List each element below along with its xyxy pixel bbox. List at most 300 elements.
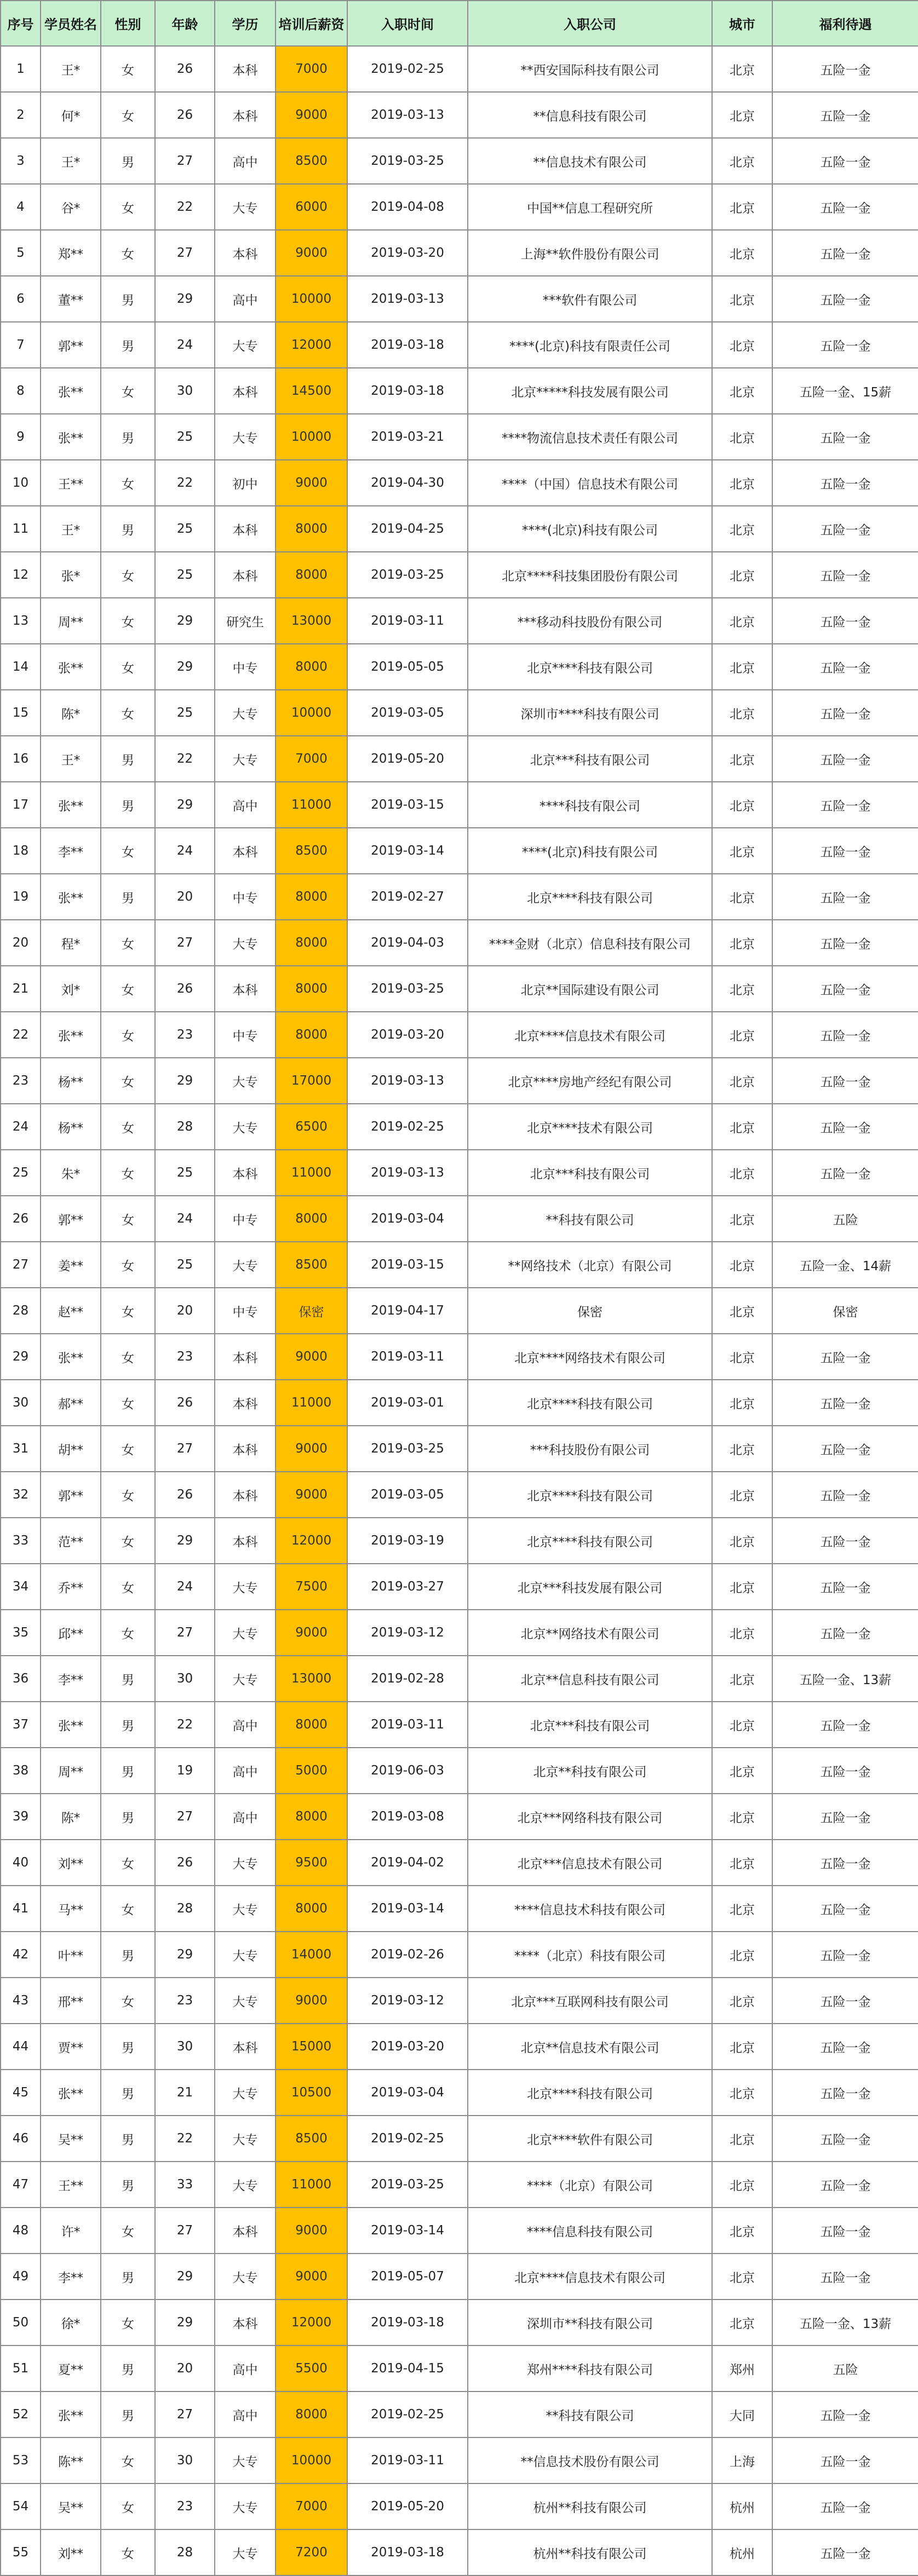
cell-age: 20 <box>155 2346 215 2391</box>
cell-age: 29 <box>155 598 215 644</box>
cell-name: 王** <box>41 2162 101 2208</box>
cell-index: 24 <box>1 1104 41 1150</box>
cell-education: 大专 <box>215 690 276 736</box>
cell-start-date: 2019-03-13 <box>347 276 468 322</box>
cell-education: 本科 <box>215 46 276 92</box>
cell-index: 31 <box>1 1426 41 1472</box>
cell-company: 北京****科技集团股份有限公司 <box>468 552 712 598</box>
cell-education: 本科 <box>215 506 276 552</box>
cell-age: 30 <box>155 2024 215 2070</box>
table-row <box>1 1058 918 1104</box>
cell-gender: 男 <box>101 322 155 368</box>
cell-start-date: 2019-03-25 <box>347 1426 468 1472</box>
cell-age: 23 <box>155 1978 215 2024</box>
cell-name: 王** <box>41 460 101 506</box>
cell-index: 4 <box>1 184 41 230</box>
cell-start-date: 2019-04-02 <box>347 1840 468 1886</box>
cell-education: 大专 <box>215 736 276 782</box>
cell-company: 杭州**科技有限公司 <box>468 2483 712 2529</box>
cell-salary: 9000 <box>276 1978 347 2024</box>
cell-name: 李** <box>41 2254 101 2300</box>
cell-index: 36 <box>1 1656 41 1702</box>
cell-age: 22 <box>155 1702 215 1748</box>
cell-name: 吴** <box>41 2483 101 2529</box>
cell-age: 29 <box>155 1058 215 1104</box>
cell-city: 北京 <box>712 1656 772 1702</box>
cell-benefits: 五险一金 <box>772 276 918 322</box>
cell-age: 19 <box>155 1748 215 1794</box>
cell-gender: 女 <box>101 690 155 736</box>
cell-index: 7 <box>1 322 41 368</box>
cell-city: 北京 <box>712 46 772 92</box>
cell-name: 邱** <box>41 1610 101 1656</box>
cell-education: 大专 <box>215 1978 276 2024</box>
cell-salary: 10000 <box>276 2437 347 2483</box>
table-row <box>1 414 918 460</box>
cell-age: 25 <box>155 414 215 460</box>
cell-gender: 男 <box>101 736 155 782</box>
table-row <box>1 736 918 782</box>
cell-education: 大专 <box>215 1104 276 1150</box>
cell-salary: 9000 <box>276 1472 347 1518</box>
cell-age: 29 <box>155 1932 215 1978</box>
cell-start-date: 2019-03-01 <box>347 1380 468 1426</box>
cell-index: 14 <box>1 644 41 690</box>
cell-gender: 女 <box>101 1288 155 1334</box>
cell-education: 本科 <box>215 966 276 1012</box>
cell-education: 大专 <box>215 2116 276 2162</box>
cell-start-date: 2019-03-04 <box>347 1196 468 1242</box>
cell-benefits: 保密 <box>772 1288 918 1334</box>
cell-index: 52 <box>1 2391 41 2437</box>
cell-benefits: 五险一金 <box>772 1058 918 1104</box>
table-row <box>1 2300 918 2346</box>
cell-company: 北京**信息科技有限公司 <box>468 1656 712 1702</box>
cell-name: 郭** <box>41 322 101 368</box>
cell-name: 胡** <box>41 1426 101 1472</box>
cell-education: 本科 <box>215 1380 276 1426</box>
cell-education: 高中 <box>215 138 276 184</box>
cell-start-date: 2019-03-21 <box>347 414 468 460</box>
cell-salary: 8000 <box>276 506 347 552</box>
cell-age: 25 <box>155 690 215 736</box>
cell-salary: 8000 <box>276 644 347 690</box>
cell-salary: 11000 <box>276 1380 347 1426</box>
cell-benefits: 五险一金 <box>772 644 918 690</box>
cell-gender: 女 <box>101 460 155 506</box>
cell-index: 55 <box>1 2529 41 2575</box>
cell-index: 30 <box>1 1380 41 1426</box>
cell-salary: 7200 <box>276 2529 347 2575</box>
cell-company: 北京****技术有限公司 <box>468 1104 712 1150</box>
cell-start-date: 2019-03-19 <box>347 1518 468 1564</box>
cell-benefits: 五险一金 <box>772 874 918 920</box>
cell-index: 46 <box>1 2116 41 2162</box>
table-row <box>1 2346 918 2391</box>
cell-name: 王* <box>41 138 101 184</box>
cell-start-date: 2019-03-25 <box>347 966 468 1012</box>
cell-city: 北京 <box>712 1242 772 1288</box>
cell-name: 王* <box>41 46 101 92</box>
cell-gender: 男 <box>101 2024 155 2070</box>
cell-gender: 女 <box>101 1426 155 1472</box>
cell-company: 北京**国际建设有限公司 <box>468 966 712 1012</box>
cell-company: ****金财（北京）信息科技有限公司 <box>468 920 712 966</box>
cell-gender: 女 <box>101 1242 155 1288</box>
cell-education: 本科 <box>215 2300 276 2346</box>
cell-benefits: 五险一金 <box>772 598 918 644</box>
cell-benefits: 五险一金 <box>772 46 918 92</box>
cell-city: 北京 <box>712 690 772 736</box>
cell-name: 周** <box>41 598 101 644</box>
cell-benefits: 五险一金 <box>772 1932 918 1978</box>
cell-education: 大专 <box>215 2437 276 2483</box>
cell-name: 张** <box>41 368 101 414</box>
cell-salary: 8000 <box>276 1794 347 1840</box>
cell-index: 29 <box>1 1334 41 1380</box>
cell-city: 北京 <box>712 92 772 138</box>
cell-benefits: 五险一金、15薪 <box>772 368 918 414</box>
cell-start-date: 2019-05-20 <box>347 2483 468 2529</box>
cell-company: 北京*****科技发展有限公司 <box>468 368 712 414</box>
cell-salary: 7500 <box>276 1564 347 1610</box>
cell-gender: 女 <box>101 1150 155 1196</box>
cell-education: 大专 <box>215 2254 276 2300</box>
table-row <box>1 1150 918 1196</box>
col-header-company: 入职公司 <box>468 1 712 46</box>
cell-name: 赵** <box>41 1288 101 1334</box>
cell-age: 29 <box>155 1518 215 1564</box>
cell-gender: 女 <box>101 2529 155 2575</box>
cell-benefits: 五险一金 <box>772 1886 918 1932</box>
cell-gender: 男 <box>101 276 155 322</box>
cell-company: 北京****房地产经纪有限公司 <box>468 1058 712 1104</box>
cell-age: 25 <box>155 1242 215 1288</box>
cell-salary: 6500 <box>276 1104 347 1150</box>
cell-salary: 5000 <box>276 1748 347 1794</box>
cell-city: 北京 <box>712 276 772 322</box>
col-header-education: 学历 <box>215 1 276 46</box>
cell-city: 杭州 <box>712 2483 772 2529</box>
cell-company: 上海**软件股份有限公司 <box>468 230 712 276</box>
cell-index: 25 <box>1 1150 41 1196</box>
cell-index: 22 <box>1 1012 41 1058</box>
cell-salary: 12000 <box>276 2300 347 2346</box>
cell-start-date: 2019-03-12 <box>347 1978 468 2024</box>
cell-education: 本科 <box>215 230 276 276</box>
cell-education: 大专 <box>215 1058 276 1104</box>
cell-name: 谷* <box>41 184 101 230</box>
cell-age: 20 <box>155 874 215 920</box>
cell-index: 32 <box>1 1472 41 1518</box>
cell-company: ****(北京)科技有限公司 <box>468 828 712 874</box>
cell-city: 北京 <box>712 1196 772 1242</box>
cell-education: 高中 <box>215 276 276 322</box>
cell-city: 北京 <box>712 1334 772 1380</box>
cell-index: 33 <box>1 1518 41 1564</box>
cell-salary: 8000 <box>276 966 347 1012</box>
table-row <box>1 2024 918 2070</box>
cell-index: 27 <box>1 1242 41 1288</box>
table-row <box>1 506 918 552</box>
cell-index: 11 <box>1 506 41 552</box>
table-row <box>1 1380 918 1426</box>
table-row <box>1 1932 918 1978</box>
table-row <box>1 2254 918 2300</box>
cell-benefits: 五险一金、13薪 <box>772 1656 918 1702</box>
cell-salary: 7000 <box>276 2483 347 2529</box>
cell-company: 北京***科技有限公司 <box>468 1150 712 1196</box>
cell-age: 25 <box>155 552 215 598</box>
cell-salary: 10000 <box>276 414 347 460</box>
cell-company: ***科技股份有限公司 <box>468 1426 712 1472</box>
cell-age: 25 <box>155 506 215 552</box>
cell-salary: 14500 <box>276 368 347 414</box>
cell-name: 徐* <box>41 2300 101 2346</box>
cell-benefits: 五险一金 <box>772 2483 918 2529</box>
cell-index: 34 <box>1 1564 41 1610</box>
cell-gender: 男 <box>101 1794 155 1840</box>
cell-city: 北京 <box>712 506 772 552</box>
cell-name: 周** <box>41 1748 101 1794</box>
cell-name: 乔** <box>41 1564 101 1610</box>
cell-benefits: 五险一金 <box>772 552 918 598</box>
cell-name: 张** <box>41 414 101 460</box>
cell-name: 刘* <box>41 966 101 1012</box>
cell-gender: 男 <box>101 506 155 552</box>
cell-gender: 女 <box>101 644 155 690</box>
cell-index: 42 <box>1 1932 41 1978</box>
table-row <box>1 690 918 736</box>
col-header-city: 城市 <box>712 1 772 46</box>
cell-city: 北京 <box>712 2070 772 2116</box>
cell-benefits: 五险一金 <box>772 322 918 368</box>
table-row <box>1 1426 918 1472</box>
cell-education: 研究生 <box>215 598 276 644</box>
cell-index: 41 <box>1 1886 41 1932</box>
cell-education: 本科 <box>215 92 276 138</box>
cell-age: 29 <box>155 782 215 828</box>
cell-education: 大专 <box>215 1656 276 1702</box>
cell-city: 北京 <box>712 644 772 690</box>
cell-gender: 女 <box>101 368 155 414</box>
table-row <box>1 1288 918 1334</box>
cell-company: **西安国际科技有限公司 <box>468 46 712 92</box>
cell-company: 深圳市****科技有限公司 <box>468 690 712 736</box>
cell-start-date: 2019-03-13 <box>347 1150 468 1196</box>
cell-index: 40 <box>1 1840 41 1886</box>
cell-city: 北京 <box>712 874 772 920</box>
cell-gender: 女 <box>101 1196 155 1242</box>
cell-city: 北京 <box>712 2116 772 2162</box>
cell-city: 北京 <box>712 1472 772 1518</box>
cell-benefits: 五险一金 <box>772 920 918 966</box>
cell-company: 郑州****科技有限公司 <box>468 2346 712 2391</box>
cell-index: 43 <box>1 1978 41 2024</box>
cell-index: 48 <box>1 2208 41 2254</box>
cell-education: 大专 <box>215 2483 276 2529</box>
cell-company: 北京****科技有限公司 <box>468 1472 712 1518</box>
table-row <box>1 92 918 138</box>
cell-index: 6 <box>1 276 41 322</box>
table-row <box>1 2116 918 2162</box>
cell-gender: 女 <box>101 1058 155 1104</box>
cell-company: 北京***科技发展有限公司 <box>468 1564 712 1610</box>
cell-age: 27 <box>155 2391 215 2437</box>
cell-start-date: 2019-03-20 <box>347 1012 468 1058</box>
table-row <box>1 2162 918 2208</box>
table-row <box>1 920 918 966</box>
cell-city: 大同 <box>712 2391 772 2437</box>
cell-index: 10 <box>1 460 41 506</box>
cell-benefits: 五险一金 <box>772 782 918 828</box>
cell-start-date: 2019-03-25 <box>347 138 468 184</box>
cell-gender: 女 <box>101 920 155 966</box>
cell-name: 王* <box>41 736 101 782</box>
cell-company: ****信息科技有限公司 <box>468 2208 712 2254</box>
table-row <box>1 1104 918 1150</box>
cell-benefits: 五险一金 <box>772 2529 918 2575</box>
cell-education: 大专 <box>215 414 276 460</box>
cell-company: **信息科技有限公司 <box>468 92 712 138</box>
cell-age: 27 <box>155 138 215 184</box>
cell-gender: 男 <box>101 2162 155 2208</box>
cell-gender: 女 <box>101 1564 155 1610</box>
cell-age: 28 <box>155 1104 215 1150</box>
cell-index: 45 <box>1 2070 41 2116</box>
cell-gender: 女 <box>101 1840 155 1886</box>
cell-index: 49 <box>1 2254 41 2300</box>
cell-age: 22 <box>155 2116 215 2162</box>
cell-age: 27 <box>155 1610 215 1656</box>
cell-index: 2 <box>1 92 41 138</box>
cell-salary: 9000 <box>276 1334 347 1380</box>
table-row <box>1 368 918 414</box>
cell-benefits: 五险一金 <box>772 2391 918 2437</box>
cell-city: 北京 <box>712 322 772 368</box>
cell-salary: 8000 <box>276 1886 347 1932</box>
table-row <box>1 138 918 184</box>
cell-company: 北京***科技有限公司 <box>468 736 712 782</box>
cell-benefits: 五险一金 <box>772 1564 918 1610</box>
cell-company: ***移动科技股份有限公司 <box>468 598 712 644</box>
cell-benefits: 五险一金 <box>772 2208 918 2254</box>
cell-education: 大专 <box>215 2162 276 2208</box>
cell-city: 北京 <box>712 138 772 184</box>
cell-city: 北京 <box>712 1104 772 1150</box>
table-body <box>1 46 918 2575</box>
cell-benefits: 五险一金 <box>772 2116 918 2162</box>
cell-index: 44 <box>1 2024 41 2070</box>
cell-age: 24 <box>155 1196 215 1242</box>
cell-age: 29 <box>155 2300 215 2346</box>
cell-gender: 女 <box>101 1610 155 1656</box>
cell-index: 35 <box>1 1610 41 1656</box>
cell-company: 保密 <box>468 1288 712 1334</box>
cell-start-date: 2019-03-04 <box>347 2070 468 2116</box>
cell-education: 大专 <box>215 1840 276 1886</box>
cell-company: ****（中国）信息技术有限公司 <box>468 460 712 506</box>
cell-company: ****信息技术科技有限公司 <box>468 1886 712 1932</box>
cell-company: 北京****信息技术有限公司 <box>468 2254 712 2300</box>
cell-education: 本科 <box>215 552 276 598</box>
cell-name: 李** <box>41 1656 101 1702</box>
cell-index: 20 <box>1 920 41 966</box>
cell-benefits: 五险一金 <box>772 460 918 506</box>
table-row <box>1 1886 918 1932</box>
cell-benefits: 五险一金 <box>772 2024 918 2070</box>
cell-start-date: 2019-04-08 <box>347 184 468 230</box>
cell-age: 23 <box>155 2483 215 2529</box>
cell-city: 北京 <box>712 1288 772 1334</box>
cell-index: 38 <box>1 1748 41 1794</box>
cell-gender: 女 <box>101 1472 155 1518</box>
cell-name: 邢** <box>41 1978 101 2024</box>
cell-age: 26 <box>155 1380 215 1426</box>
cell-city: 北京 <box>712 2254 772 2300</box>
cell-salary: 8500 <box>276 1242 347 1288</box>
table-row <box>1 460 918 506</box>
col-header-salary: 培训后薪资 <box>276 1 347 46</box>
cell-age: 30 <box>155 368 215 414</box>
cell-company: ****物流信息技术责任有限公司 <box>468 414 712 460</box>
table-row <box>1 2529 918 2575</box>
cell-company: 北京****科技有限公司 <box>468 1518 712 1564</box>
cell-start-date: 2019-03-20 <box>347 230 468 276</box>
cell-start-date: 2019-04-25 <box>347 506 468 552</box>
table-row <box>1 1242 918 1288</box>
cell-salary: 8000 <box>276 1702 347 1748</box>
cell-benefits: 五险一金 <box>772 828 918 874</box>
cell-salary: 11000 <box>276 2162 347 2208</box>
cell-index: 1 <box>1 46 41 92</box>
cell-name: 张** <box>41 1702 101 1748</box>
cell-salary: 11000 <box>276 1150 347 1196</box>
cell-age: 27 <box>155 920 215 966</box>
table-row <box>1 1012 918 1058</box>
cell-city: 北京 <box>712 598 772 644</box>
col-header-start-date: 入职时间 <box>347 1 468 46</box>
cell-age: 30 <box>155 2437 215 2483</box>
cell-start-date: 2019-03-11 <box>347 598 468 644</box>
table-row <box>1 1472 918 1518</box>
cell-name: 姜** <box>41 1242 101 1288</box>
cell-age: 20 <box>155 1288 215 1334</box>
cell-gender: 女 <box>101 1380 155 1426</box>
table-row <box>1 1610 918 1656</box>
cell-age: 26 <box>155 1840 215 1886</box>
cell-index: 3 <box>1 138 41 184</box>
table-row <box>1 1196 918 1242</box>
cell-benefits: 五险一金、13薪 <box>772 2300 918 2346</box>
cell-start-date: 2019-02-25 <box>347 2391 468 2437</box>
cell-salary: 保密 <box>276 1288 347 1334</box>
cell-education: 大专 <box>215 1610 276 1656</box>
cell-company: **信息技术股份有限公司 <box>468 2437 712 2483</box>
cell-gender: 女 <box>101 184 155 230</box>
cell-salary: 9000 <box>276 1426 347 1472</box>
cell-gender: 女 <box>101 552 155 598</box>
cell-start-date: 2019-03-27 <box>347 1564 468 1610</box>
cell-age: 22 <box>155 184 215 230</box>
cell-city: 北京 <box>712 1840 772 1886</box>
cell-education: 大专 <box>215 2529 276 2575</box>
cell-benefits: 五险一金 <box>772 1472 918 1518</box>
cell-gender: 男 <box>101 414 155 460</box>
cell-gender: 男 <box>101 782 155 828</box>
cell-age: 26 <box>155 46 215 92</box>
cell-education: 高中 <box>215 1794 276 1840</box>
